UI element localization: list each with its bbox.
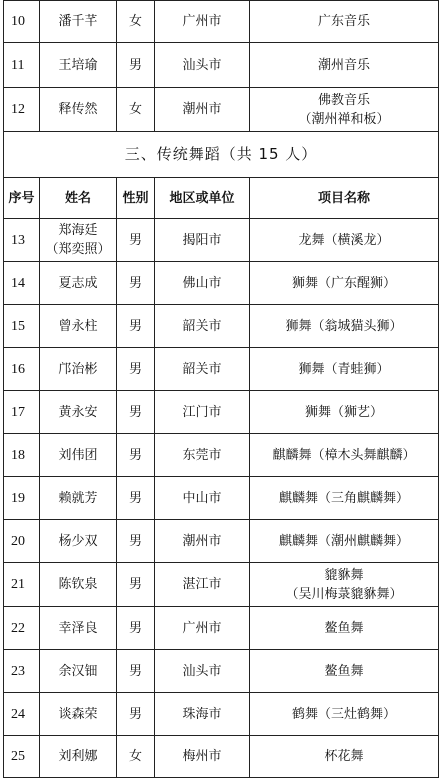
row-gender: 男 <box>117 262 155 305</box>
header-region: 地区或单位 <box>155 178 250 219</box>
row-name <box>40 219 117 262</box>
row-name: 赖就芳 <box>40 477 117 520</box>
row-gender: 女 <box>117 736 155 778</box>
row-project: 麒麟舞（潮州麒麟舞） <box>250 520 439 563</box>
section-heading-row <box>4 132 439 178</box>
row-index: 17 <box>4 391 40 434</box>
row-gender: 男 <box>117 563 155 607</box>
section-title: 三、传统舞蹈（共 15 人） <box>4 132 439 178</box>
project-name: 貔貅舞 <box>324 567 364 583</box>
row-project: 鳌鱼舞 <box>250 650 439 693</box>
row-region: 中山市 <box>155 477 250 520</box>
row-index: 22 <box>4 607 40 650</box>
row-name: 邝治彬 <box>40 348 117 391</box>
row-index: 24 <box>4 693 40 736</box>
row-gender: 女 <box>117 1 155 43</box>
row-region: 潮州市 <box>155 520 250 563</box>
table-row <box>4 650 439 693</box>
row-name: 谈森荣 <box>40 693 117 736</box>
table-row <box>4 305 439 348</box>
row-project: 龙舞（横溪龙） <box>250 219 439 262</box>
table-row <box>4 262 439 305</box>
row-gender: 男 <box>117 348 155 391</box>
row-name: 夏志成 <box>40 262 117 305</box>
row-index: 10 <box>4 1 40 43</box>
row-region: 汕头市 <box>155 43 250 88</box>
row-region: 珠海市 <box>155 693 250 736</box>
table-row <box>4 434 439 477</box>
row-region: 韶关市 <box>155 305 250 348</box>
row-index: 13 <box>4 219 40 262</box>
row-region: 梅州市 <box>155 736 250 778</box>
row-name: 曾永柱 <box>40 305 117 348</box>
row-project: 潮州音乐 <box>250 43 439 88</box>
table-row <box>4 693 439 736</box>
row-name: 幸泽良 <box>40 607 117 650</box>
row-gender: 男 <box>117 693 155 736</box>
row-name: 潘千芊 <box>40 1 117 43</box>
table-row <box>4 563 439 607</box>
header-project: 项目名称 <box>250 178 439 219</box>
project-name: 佛教音乐 <box>317 92 370 108</box>
row-name: 释传然 <box>40 88 117 132</box>
row-name: 余汉钿 <box>40 650 117 693</box>
row-project: 狮舞（狮艺） <box>250 391 439 434</box>
row-region: 东莞市 <box>155 434 250 477</box>
row-index: 20 <box>4 520 40 563</box>
row-index: 14 <box>4 262 40 305</box>
row-index: 25 <box>4 736 40 778</box>
table-row <box>4 348 439 391</box>
row-gender: 男 <box>117 607 155 650</box>
row-name: 黄永安 <box>40 391 117 434</box>
table-header-row <box>4 178 439 219</box>
row-gender: 男 <box>117 305 155 348</box>
table-row <box>4 520 439 563</box>
table-row <box>4 477 439 520</box>
row-project: 麒麟舞（三角麒麟舞） <box>250 477 439 520</box>
project-subname: （潮州禅和板） <box>298 111 390 127</box>
row-name: 陈钦泉 <box>40 563 117 607</box>
row-gender: 男 <box>117 520 155 563</box>
table-row <box>4 607 439 650</box>
row-region: 佛山市 <box>155 262 250 305</box>
row-gender: 男 <box>117 219 155 262</box>
table-row <box>4 219 439 262</box>
row-region: 潮州市 <box>155 88 250 132</box>
row-name: 刘伟团 <box>40 434 117 477</box>
table-row <box>4 736 439 778</box>
row-index: 18 <box>4 434 40 477</box>
row-region: 江门市 <box>155 391 250 434</box>
row-name: 刘利娜 <box>40 736 117 778</box>
person-name: 郑海廷 <box>58 223 98 238</box>
table-row <box>4 1 439 43</box>
table-row <box>4 391 439 434</box>
header-name: 姓名 <box>40 178 117 219</box>
row-region: 湛江市 <box>155 563 250 607</box>
row-gender: 男 <box>117 477 155 520</box>
row-index: 23 <box>4 650 40 693</box>
row-gender: 男 <box>117 434 155 477</box>
row-index: 16 <box>4 348 40 391</box>
row-gender: 男 <box>117 650 155 693</box>
row-project: 麒麟舞（樟木头舞麒麟） <box>250 434 439 477</box>
row-project: 狮舞（青蛙狮） <box>250 348 439 391</box>
row-index: 21 <box>4 563 40 607</box>
row-project <box>250 88 439 132</box>
row-region: 汕头市 <box>155 650 250 693</box>
header-index: 序号 <box>4 178 40 219</box>
row-gender: 男 <box>117 391 155 434</box>
row-gender: 女 <box>117 88 155 132</box>
row-name: 王培瑜 <box>40 43 117 88</box>
row-region: 广州市 <box>155 1 250 43</box>
row-project <box>250 563 439 607</box>
row-index: 12 <box>4 88 40 132</box>
row-project: 广东音乐 <box>250 1 439 43</box>
row-name: 杨少双 <box>40 520 117 563</box>
row-index: 15 <box>4 305 40 348</box>
heritage-inheritor-table <box>3 0 439 778</box>
row-project: 鳌鱼舞 <box>250 607 439 650</box>
row-project: 狮舞（翁城猫头狮） <box>250 305 439 348</box>
row-index: 11 <box>4 43 40 88</box>
table-row <box>4 88 439 132</box>
table-row <box>4 43 439 88</box>
row-index: 19 <box>4 477 40 520</box>
row-project: 杯花舞 <box>250 736 439 778</box>
row-region: 广州市 <box>155 607 250 650</box>
project-subname: （吴川梅菉貔貅舞） <box>285 586 403 602</box>
row-project: 鹤舞（三灶鹤舞） <box>250 693 439 736</box>
row-region: 揭阳市 <box>155 219 250 262</box>
row-project: 狮舞（广东醒狮） <box>250 262 439 305</box>
row-region: 韶关市 <box>155 348 250 391</box>
row-gender: 男 <box>117 43 155 88</box>
person-alias: （郑奕照） <box>45 242 111 257</box>
header-gender: 性别 <box>117 178 155 219</box>
